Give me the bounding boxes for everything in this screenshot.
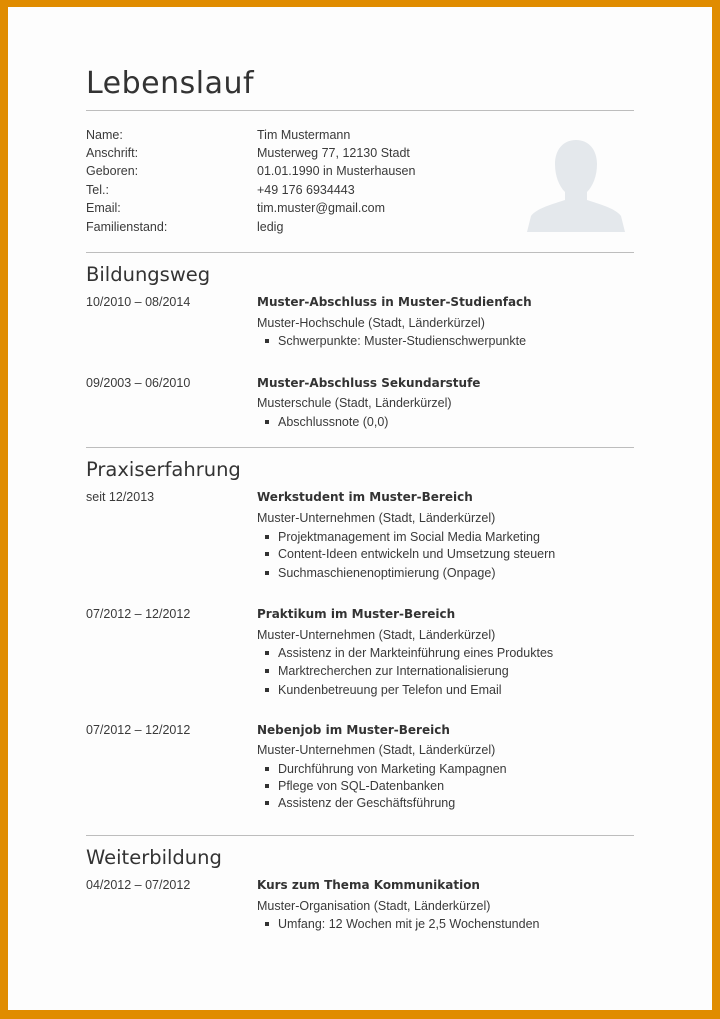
entry-heading: Nebenjob im Muster-Bereich: [257, 723, 450, 737]
entry-date: 10/2010 – 08/2014: [86, 295, 191, 309]
email-label: Email:: [86, 201, 121, 215]
bullet-text: Umfang: 12 Wochen mit je 2,5 Wochenstunden: [278, 917, 540, 931]
entry-institution: Musterschule (Stadt, Länderkürzel): [257, 396, 452, 410]
section-title-praxiserfahrung: Praxiserfahrung: [86, 458, 241, 481]
page-title: Lebenslauf: [86, 66, 255, 101]
address-label: Anschrift:: [86, 146, 139, 160]
bullet-icon: [265, 669, 269, 673]
birth-label: Geboren:: [86, 164, 139, 178]
bullet-text: Abschlussnote (0,0): [278, 415, 389, 429]
section-divider: [86, 835, 634, 836]
entry-bullet: [265, 796, 455, 810]
entry-date: seit 12/2013: [86, 490, 155, 504]
entry-bullet: [265, 566, 496, 580]
entry-bullet: [265, 683, 502, 697]
entry-bullet: [265, 547, 555, 561]
entry-heading: Muster-Abschluss Sekundarstufe: [257, 376, 481, 390]
status-label: Familienstand:: [86, 220, 168, 234]
bullet-text: Assistenz der Geschäftsführung: [278, 796, 456, 810]
entry-heading: Muster-Abschluss in Muster-Studienfach: [257, 295, 532, 309]
entry-bullet: [265, 530, 540, 544]
email-value: tim.muster@gmail.com: [257, 201, 385, 215]
phone-label: Tel.:: [86, 183, 109, 197]
entry-date: 07/2012 – 12/2012: [86, 723, 191, 737]
title-divider: [86, 110, 634, 111]
person-silhouette-icon: [527, 138, 625, 232]
section-divider: [86, 447, 634, 448]
status-value: ledig: [257, 220, 284, 234]
bullet-text: Assistenz in der Markteinführung eines Produktes: [278, 646, 554, 660]
name-value: Tim Mustermann: [257, 128, 351, 142]
entry-institution: Muster-Unternehmen (Stadt, Länderkürzel): [257, 743, 496, 757]
bullet-icon: [265, 767, 269, 771]
bullet-icon: [265, 339, 269, 343]
bullet-icon: [265, 420, 269, 424]
bullet-icon: [265, 784, 269, 788]
entry-heading: Praktikum im Muster-Bereich: [257, 607, 456, 621]
bullet-text: Durchführung von Marketing Kampagnen: [278, 762, 507, 776]
entry-heading: Werkstudent im Muster-Bereich: [257, 490, 473, 504]
bullet-text: Pflege von SQL-Datenbanken: [278, 779, 445, 793]
entry-bullet: [265, 917, 540, 931]
entry-date: 04/2012 – 07/2012: [86, 878, 191, 892]
entry-bullet: [265, 646, 553, 660]
section-title-bildungsweg: Bildungsweg: [86, 263, 211, 286]
bullet-icon: [265, 552, 269, 556]
bullet-icon: [265, 688, 269, 692]
bullet-icon: [265, 535, 269, 539]
birth-value: 01.01.1990 in Musterhausen: [257, 164, 416, 178]
section-divider: [86, 252, 634, 253]
bullet-text: Projektmanagement im Social Media Marketing: [278, 530, 540, 544]
entry-bullet: [265, 762, 507, 776]
entry-institution: Muster-Unternehmen (Stadt, Länderkürzel): [257, 628, 496, 642]
bullet-text: Schwerpunkte: Muster-Studienschwerpunkte: [278, 334, 527, 348]
address-value: Musterweg 77, 12130 Stadt: [257, 146, 410, 160]
bullet-icon: [265, 922, 269, 926]
entry-bullet: [265, 415, 388, 429]
entry-institution: Muster-Unternehmen (Stadt, Länderkürzel): [257, 511, 496, 525]
bullet-text: Marktrecherchen zur Internationalisierung: [278, 664, 509, 678]
entry-bullet: [265, 779, 444, 793]
bullet-icon: [265, 651, 269, 655]
bullet-text: Suchmaschienenoptimierung (Onpage): [278, 566, 496, 580]
phone-value: +49 176 6934443: [257, 183, 355, 197]
entry-heading: Kurs zum Thema Kommunikation: [257, 878, 480, 892]
bullet-text: Kundenbetreuung per Telefon und Email: [278, 683, 502, 697]
bullet-icon: [265, 571, 269, 575]
entry-bullet: [265, 334, 526, 348]
name-label: Name:: [86, 128, 123, 142]
bullet-icon: [265, 801, 269, 805]
entry-date: 07/2012 – 12/2012: [86, 607, 191, 621]
entry-date: 09/2003 – 06/2010: [86, 376, 191, 390]
entry-institution: Muster-Organisation (Stadt, Länderkürzel): [257, 899, 491, 913]
section-title-weiterbildung: Weiterbildung: [86, 846, 222, 869]
bullet-text: Content-Ideen entwickeln und Umsetzung steuern: [278, 547, 556, 561]
entry-institution: Muster-Hochschule (Stadt, Länderkürzel): [257, 316, 485, 330]
entry-bullet: [265, 664, 509, 678]
